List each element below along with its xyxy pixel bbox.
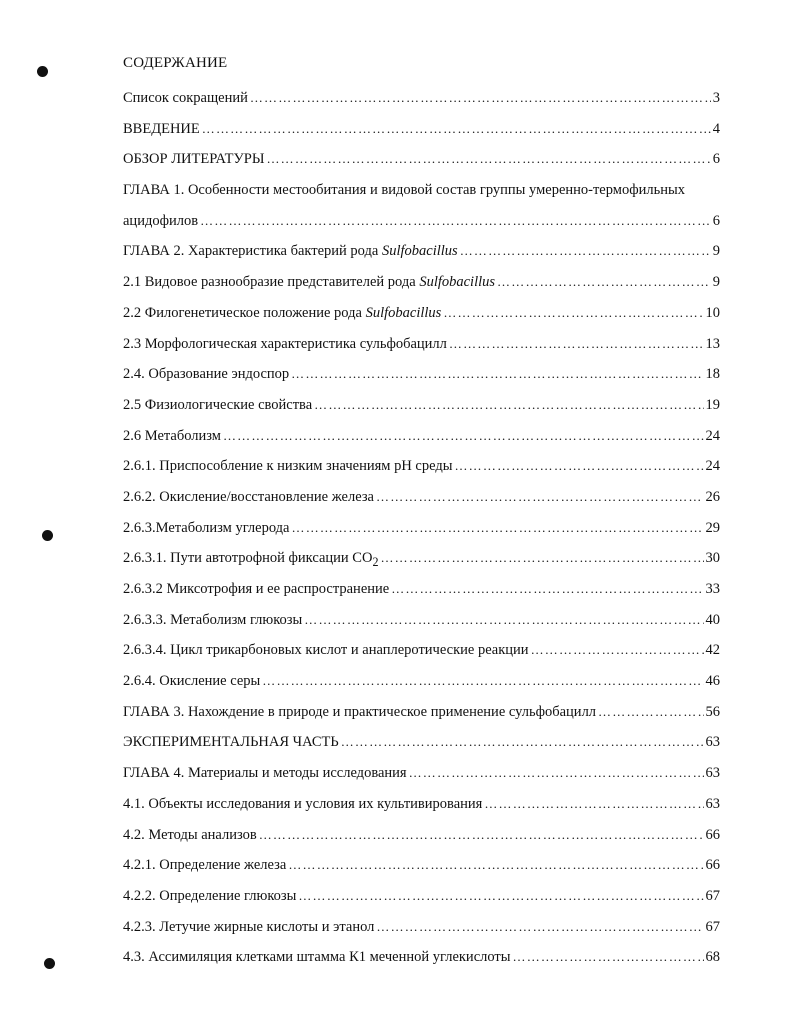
dot-leader	[376, 482, 704, 513]
page-number: 30	[705, 550, 720, 567]
toc-entry: ацидофилов ……………………………………………………………………………………………………………………………………………………………………………………………………………… 6	[123, 206, 720, 237]
dot-leader	[259, 820, 704, 851]
dot-leader	[531, 635, 704, 666]
toc-entry: 2.6.1. Приспособление к низким значениям pH среды ……………………………………………………………………………………………………………………………………………………………………………………………………………… 24	[123, 451, 720, 482]
toc-entry: ГЛАВА 4. Материалы и методы исследования ……………………………………………………………………………………………………………………………………………………………………………………………………………… 63	[123, 758, 720, 789]
page-number: 6	[712, 151, 720, 168]
toc-entry: 2.6.4. Окисление серы ……………………………………………………………………………………………………………………………………………………………………………………………………………… 46	[123, 666, 720, 697]
toc-entry: 4.1. Объекты исследования и условия их культивирования ……………………………………………………………………………………………………………………………………………………………………………………………………………… 63	[123, 789, 720, 820]
page-number: 63	[705, 765, 720, 782]
toc-entry: 2.4. Образование эндоспор ……………………………………………………………………………………………………………………………………………………………………………………………………………… 18	[123, 359, 720, 390]
page-number: 4	[712, 120, 720, 137]
dot-leader	[202, 114, 711, 145]
dot-leader	[598, 697, 703, 728]
dot-leader	[200, 206, 711, 237]
toc-entry: 2.5 Физиологические свойства ……………………………………………………………………………………………………………………………………………………………………………………………………………… 19	[123, 390, 720, 421]
toc-entry: 2.6.3.1. Пути автотрофной фиксации $CO_2$ ……………………………………………………………………………………………………………………………………………………………………………………………………………… 30	[123, 543, 720, 574]
punch-hole-top	[37, 66, 48, 77]
page-number: 66	[705, 857, 720, 874]
toc-entry: 4.2.3. Летучие жирные кислоты и этанол ……………………………………………………………………………………………………………………………………………………………………………………………………………… 67	[123, 912, 720, 943]
page-number: 3	[712, 90, 720, 106]
dot-leader	[454, 451, 703, 482]
dot-leader	[460, 236, 711, 267]
toc-entry: ВВЕДЕНИЕ ……………………………………………………………………………………………………………………………………………………………………………………………………………… 4	[123, 114, 720, 145]
dot-leader	[304, 605, 703, 636]
toc-entry: 2.6.2. Окисление/восстановление железа ……………………………………………………………………………………………………………………………………………………………………………………………………………… 26	[123, 482, 720, 513]
page-number: 6	[712, 212, 720, 229]
page-number: 13	[705, 335, 720, 352]
dot-leader	[443, 298, 703, 329]
toc-entry: 2.2 Филогенетическое положение рода Sulfobacillus ……………………………………………………………………………………………………………………………………………………………………………………………………………… 10	[123, 298, 720, 329]
dot-leader	[250, 83, 711, 114]
page-number: 63	[705, 734, 720, 751]
page-number: 33	[705, 581, 720, 597]
toc-entry-line1: ГЛАВА 1. Особенности местообитания и видовой состав группы умеренно-термофильных	[123, 182, 685, 199]
dot-leader	[391, 574, 703, 605]
toc-entry: 2.6.3.3. Метаболизм глюкозы ……………………………………………………………………………………………………………………………………………………………………………………………………………… 40	[123, 605, 720, 636]
toc-title: СОДЕРЖАНИЕ	[123, 55, 228, 71]
dot-leader	[223, 421, 704, 452]
dot-leader	[341, 727, 704, 758]
toc-entry: ГЛАВА 2. Характеристика бактерий рода Sulfobacillus ……………………………………………………………………………………………………………………………………………………………………………………………………………… 9	[123, 236, 720, 267]
toc-entry: ГЛАВА 3. Нахождение в природе и практическое применение сульфобацилл ……………………………………………………………………………………………………………………………………………………………………………………………………………… 56	[123, 697, 720, 728]
page-number: 67	[705, 918, 720, 935]
toc-entry: 2.6.3.4. Цикл трикарбоновых кислот и анаплеротические реакции ……………………………………………………………………………………………………………………………………………………………………………………………………………… 42	[123, 635, 720, 666]
dot-leader	[266, 144, 710, 175]
toc-entry: ЭКСПЕРИМЕНТАЛЬНАЯ ЧАСТЬ ……………………………………………………………………………………………………………………………………………………………………………………………………………… 63	[123, 727, 720, 758]
dot-leader	[262, 666, 703, 697]
toc-entry: 4.2.1. Определение железа ……………………………………………………………………………………………………………………………………………………………………………………………………………… 66	[123, 850, 720, 881]
page-number: 46	[705, 673, 720, 690]
punch-hole-bottom	[44, 958, 55, 969]
dot-leader	[513, 942, 704, 973]
page-number: 26	[705, 488, 720, 505]
toc-entry: 2.6 Метаболизм ……………………………………………………………………………………………………………………………………………………………………………………………………………… 24	[123, 421, 720, 452]
toc-entry: 2.6.3.2 Миксотрофия и ее распространение ……………………………………………………………………………………………………………………………………………………………………………………………………………… 33	[123, 574, 720, 605]
page-number: 18	[705, 366, 720, 383]
page-number: 68	[705, 949, 720, 966]
page-number: 63	[705, 795, 720, 812]
page-number: 9	[712, 274, 720, 291]
punch-hole-middle	[42, 530, 53, 541]
toc-entry: 2.6.3.Метаболизм углерода ……………………………………………………………………………………………………………………………………………………………………………………………………………… 29	[123, 513, 720, 544]
dot-leader	[409, 758, 704, 789]
page-number: 10	[705, 304, 720, 321]
toc-entry: 4.2. Методы анализов ……………………………………………………………………………………………………………………………………………………………………………………………………………… 66	[123, 820, 720, 851]
page-number: 24	[705, 427, 720, 444]
toc-entry: ОБЗОР ЛИТЕРАТУРЫ ……………………………………………………………………………………………………………………………………………………………………………………………………………… 6	[123, 144, 720, 175]
dot-leader	[291, 359, 703, 390]
page-number: 66	[705, 826, 720, 843]
dot-leader	[380, 543, 703, 574]
toc-entry: 4.2.2. Определение глюкозы ……………………………………………………………………………………………………………………………………………………………………………………………………………… 67	[123, 881, 720, 912]
page-number: 40	[705, 611, 720, 628]
toc-entry: Список сокращений ……………………………………………………………………………………………………………………………………………………………………………………………………………… 3	[123, 83, 720, 114]
dot-leader	[484, 789, 703, 820]
page-number: 29	[705, 519, 720, 536]
page-number: 67	[705, 887, 720, 904]
dot-leader	[298, 881, 703, 912]
page-number: 19	[705, 396, 720, 413]
page-number: 42	[705, 642, 720, 659]
page-number: 24	[705, 458, 720, 475]
table-of-contents	[123, 83, 720, 973]
dot-leader	[376, 912, 703, 943]
page-number: 9	[712, 243, 720, 260]
dot-leader	[292, 513, 704, 544]
page-number: 56	[705, 703, 720, 720]
dot-leader	[288, 850, 703, 881]
toc-entry: 2.1 Видовое разнообразие представителей рода Sulfobacillus ……………………………………………………………………………………………………………………………………………………………………………………………………………… 9	[123, 267, 720, 298]
dot-leader	[497, 267, 711, 298]
dot-leader	[314, 390, 703, 421]
toc-entry: 4.3. Ассимиляция клетками штамма К1 меченной углекислоты ……………………………………………………………………………………………………………………………………………………………………………………………………………… 68	[123, 942, 720, 973]
dot-leader	[449, 329, 704, 360]
toc-entry: 2.3 Морфологическая характеристика сульфобацилл ……………………………………………………………………………………………………………………………………………………………………………………………………………… 13	[123, 329, 720, 360]
